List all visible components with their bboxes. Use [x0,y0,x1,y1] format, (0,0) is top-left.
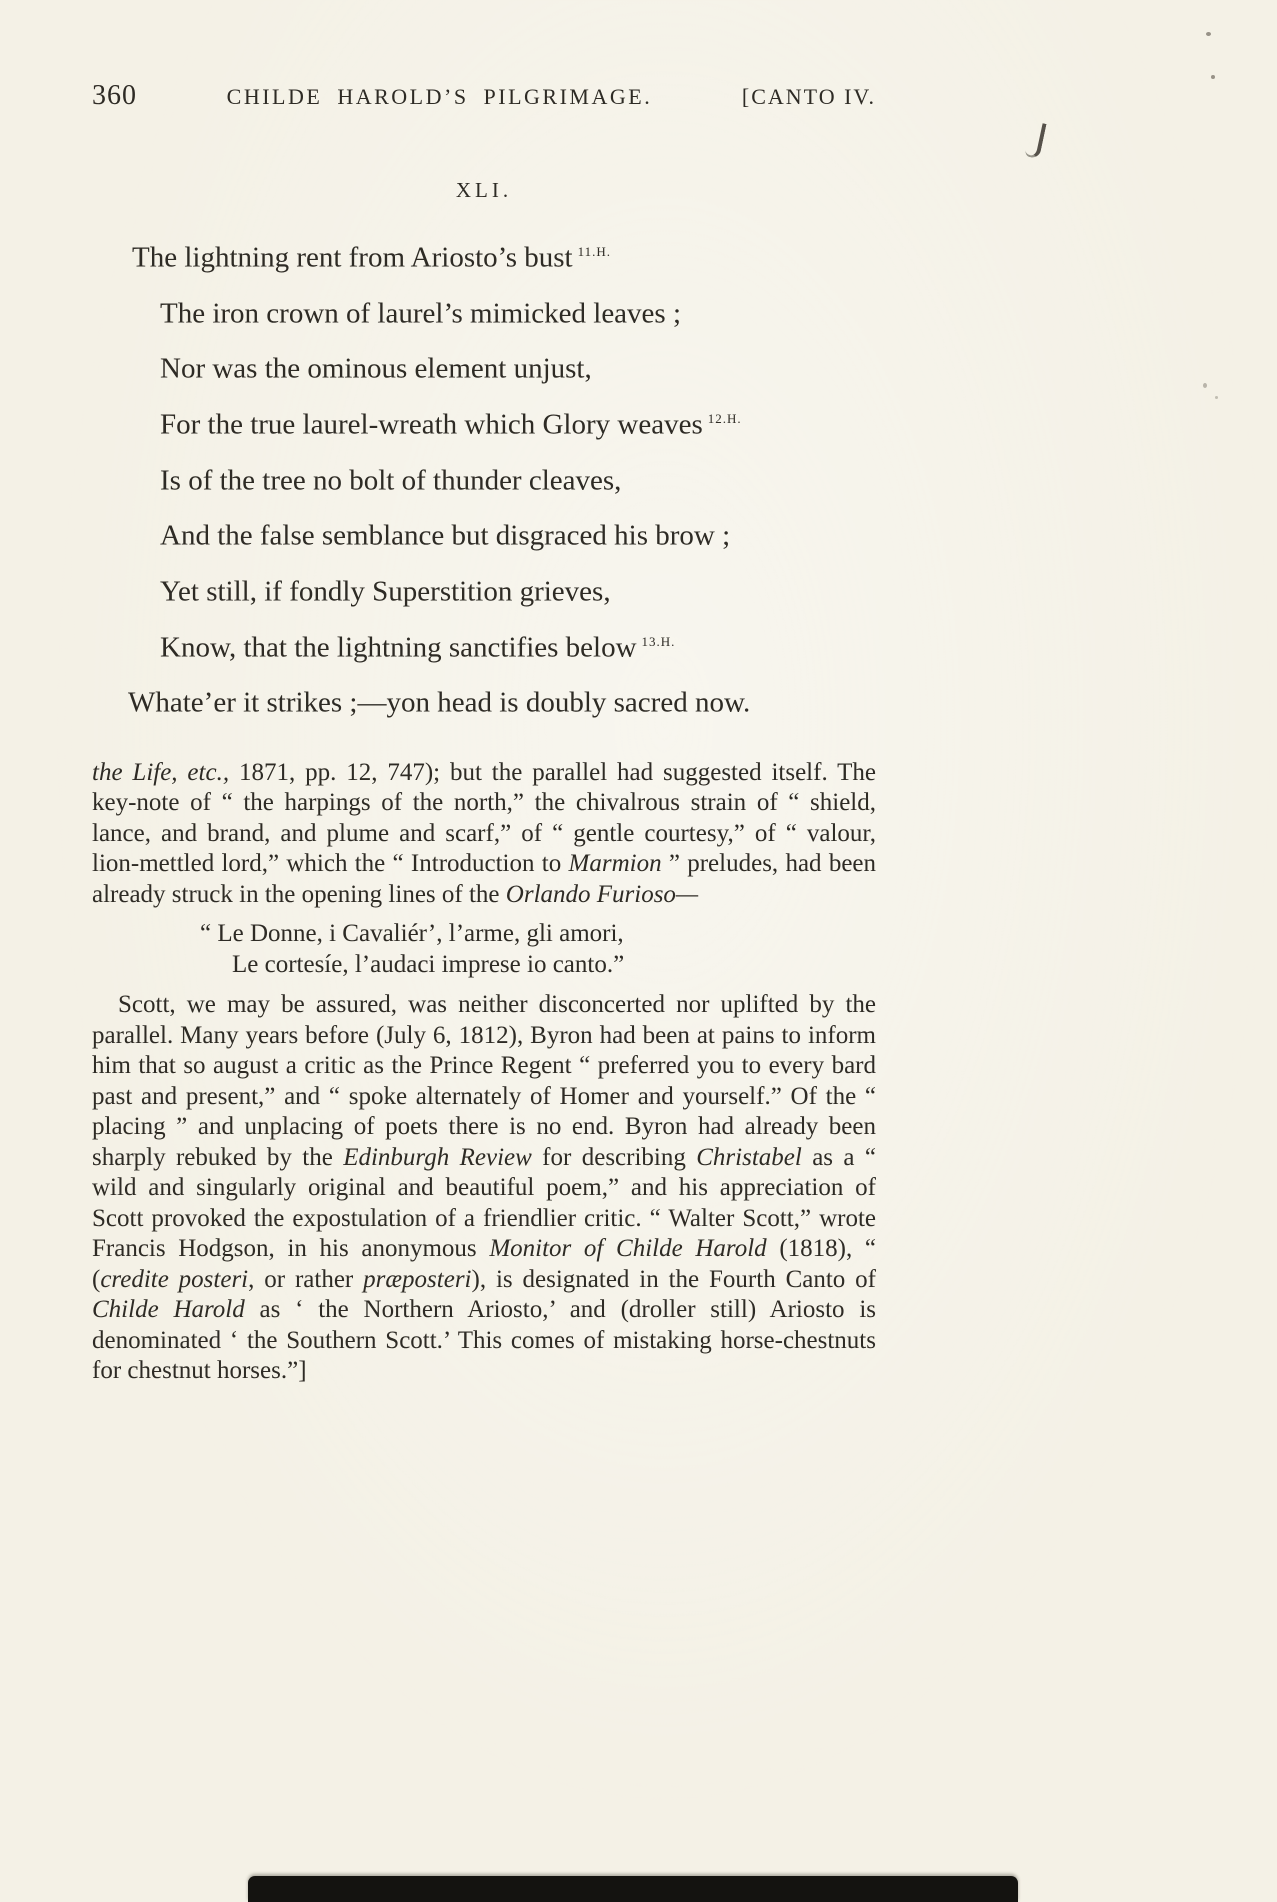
quote-line: Le cortesíe, l’audaci imprese io canto.” [232,951,625,979]
stanza-line [92,672,876,728]
ink-smudge [1024,121,1046,159]
canto-label: [CANTO IV. [741,84,876,109]
stanza-line [92,450,876,506]
footnote-ref: 12.H. [707,410,742,426]
stanza [92,227,876,728]
stanza-line [92,338,876,394]
scan-speck [1211,75,1215,79]
stanza-line-text: The lightning rent from Ariosto’s bust [132,241,573,274]
scan-speck [1215,396,1218,399]
stanza-line-text: The iron crown of laurel’s mimicked leaves ; [160,297,682,330]
note-paragraph: Scott, we may be assured, was neither disconcerted nor uplifted by the parallel. Many years before (July 6, 1812), Byron had been at pains to inform him that so august a critic as the Prince Regent “ preferred you to every bard past and present,” and “ spoke alternately of Homer and yourself.” Of the “ placing ” and unplacing of poets there is no end. Byron had already been sharply rebuked by the Edinburgh Review for describing Christabel as a “ wild and singularly original and beautiful poem,” and his appreciation of Scott provoked the expostulation of a friendlier critic. “ Walter Scott,” wrote Francis Hodgson, in his anonymous Monitor of Childe Harold (1818), “ (credite posteri, or rather præposteri), is designated in the Fourth Canto of Childe Harold as ‘ the Northern Ariosto,’ and (droller still) Ariosto is denominated ‘ the Southern Scott.’ This comes of mistaking horse-chestnuts for chestnut horses.”] [92,991,877,1385]
quote-line: “ Le Donne, i Cavaliér’, l’arme, gli amori, [200,920,624,948]
stanza-line [92,394,876,450]
stanza-line-text: Nor was the ominous element unjust, [160,352,592,385]
scan-speck [1206,32,1211,36]
stanza-line [92,561,876,617]
running-title: CHILDE HAROLD’S PILGRIMAGE. [226,84,653,109]
stanza-line [92,227,876,283]
stanza-line-text: And the false semblance but disgraced his brow ; [160,519,731,552]
footnote-ref: 13.H. [641,633,676,649]
editorial-note [92,758,876,1387]
scan-edge-bar [248,1876,1018,1902]
book-page [92,80,876,1387]
verse-quote [92,918,876,980]
stanza-line-text: Yet still, if fondly Superstition grieves, [160,575,611,608]
stanza-line [92,505,876,561]
stanza-line-text: Whate’er it strikes ;—yon head is doubly sacred now. [128,686,751,719]
footnote-ref: 11.H. [577,244,612,259]
running-head [92,80,876,112]
stanza-line-text: Is of the tree no bolt of thunder cleaves, [160,464,622,497]
stanza-line-text: For the true laurel-wreath which Glory weaves [160,408,703,441]
stanza-line-text: Know, that the lightning sanctifies below [160,631,637,664]
stanza-number: XLI. [455,178,513,202]
stanza-line [92,283,876,339]
page-number: 360 [92,80,137,111]
note-paragraph: the Life, etc., 1871, pp. 12, 747); but the parallel had suggested itself. The key-note of “ the harpings of the north,” the chivalrous strain of “ shield, lance, and brand, and plume and scarf,” of “ gentle courtesy,” of “ valour, lion-mettled lord,” which the “ Introduction to Marmion ” preludes, had been already struck in the opening lines of the Orlando Furioso— [92,758,877,908]
stanza-line [92,617,876,673]
scan-speck [1203,383,1207,388]
